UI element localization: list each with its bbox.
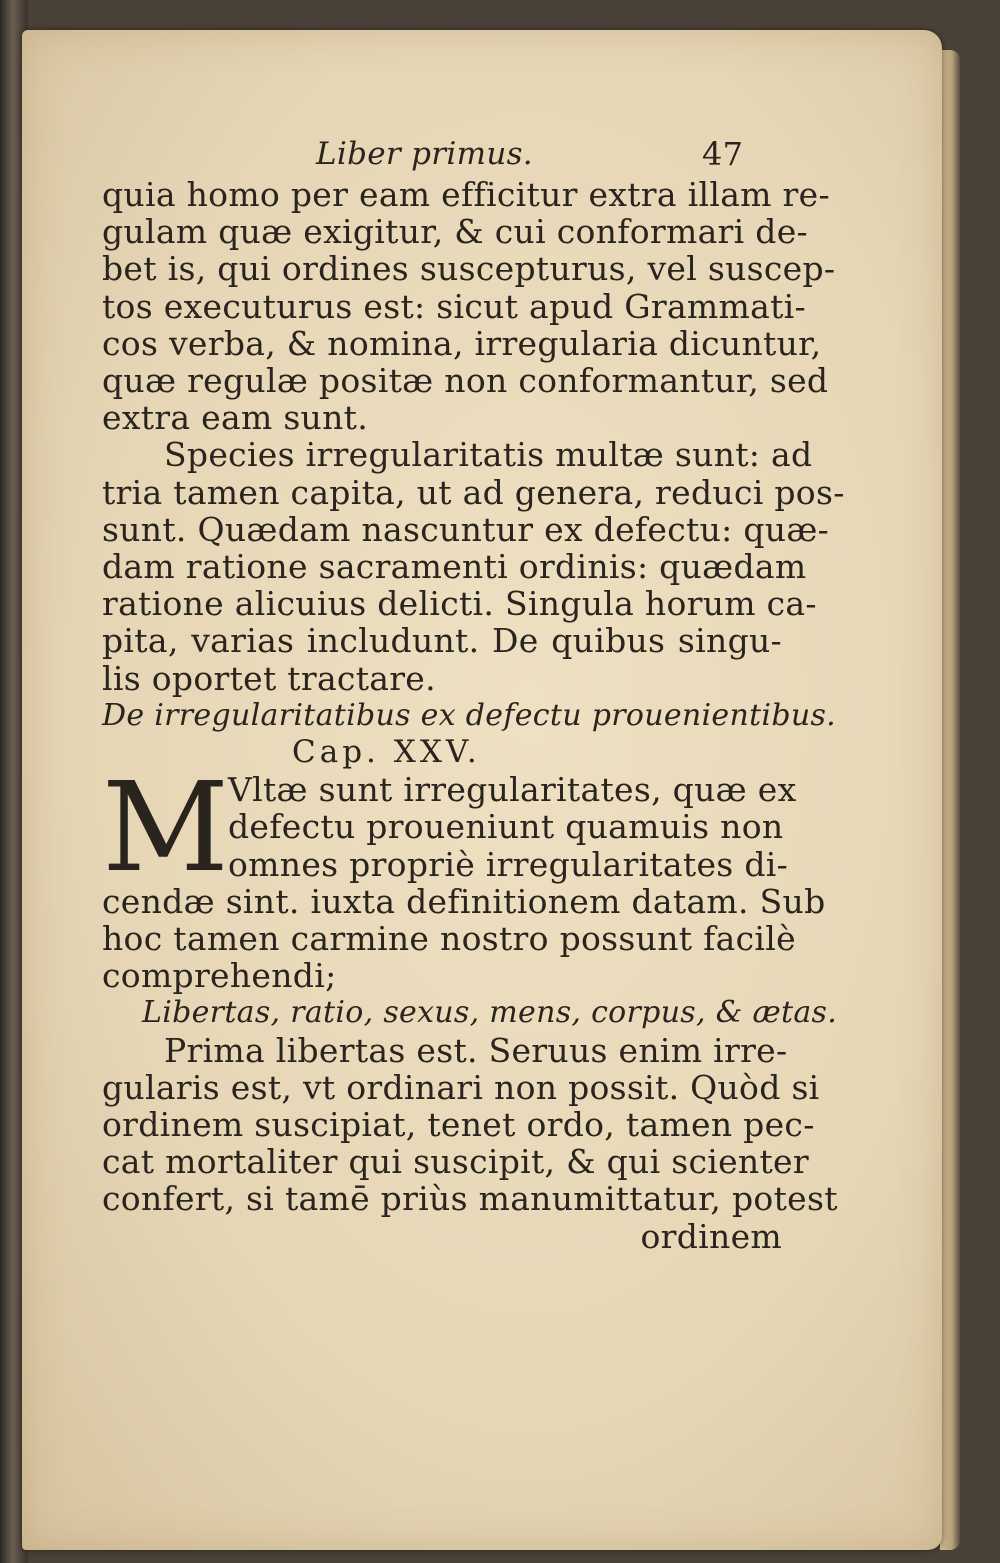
verse-line: Libertas, ratio, sexus, mens, corpus, & ætas. bbox=[142, 995, 838, 1031]
text-line: Vltæ sunt irregularitates, quæ ex bbox=[228, 770, 797, 810]
page-number: 47 bbox=[702, 135, 744, 173]
paragraph-1 bbox=[102, 175, 836, 438]
text-line: tos executurus est: sicut apud Grammati- bbox=[102, 286, 806, 326]
page-text bbox=[102, 130, 845, 1256]
text-line: pita, varias includunt. De quibus singu- bbox=[102, 621, 782, 661]
text-line: lis oportet tractare. bbox=[102, 658, 436, 698]
text-line: bet is, qui ordines suscepturus, vel suscep- bbox=[102, 249, 836, 289]
paragraph-2 bbox=[102, 435, 845, 698]
text-line: defectu proueniunt quamuis non bbox=[228, 807, 784, 847]
text-line: quæ regulæ positæ non conformantur, sed bbox=[102, 361, 829, 401]
text-line: hoc tamen carmine nostro possunt facilè bbox=[102, 919, 796, 959]
drop-cap: M bbox=[102, 756, 230, 901]
text-line: gulam quæ exigitur, & cui conformari de- bbox=[102, 212, 808, 252]
text-line: cendæ sint. iuxta definitionem datam. Sub bbox=[102, 881, 826, 921]
text-line: Prima libertas est. Seruus enim irre- bbox=[164, 1030, 788, 1070]
text-line: comprehendi; bbox=[102, 956, 337, 996]
chapter-number: Cap. XXV. bbox=[292, 734, 481, 771]
text-line: Species irregularitatis multæ sunt: ad bbox=[164, 435, 813, 475]
text-line: sunt. Quædam nascuntur ex defectu: quæ- bbox=[102, 509, 830, 549]
text-line: cat mortaliter qui suscipit, & qui scienter bbox=[102, 1142, 809, 1182]
running-head: Liber primus. bbox=[316, 136, 533, 172]
page-header bbox=[102, 130, 782, 176]
catchword: ordinem bbox=[640, 1216, 782, 1256]
text-line: omnes propriè irregularitates di- bbox=[228, 844, 789, 884]
text-line: ratione alicuius delicti. Singula horum ca- bbox=[102, 584, 817, 624]
text-line: dam ratione sacramenti ordinis: quædam bbox=[102, 547, 807, 587]
paragraph-3 bbox=[102, 756, 826, 996]
text-line: confert, si tamē priùs manumittatur, potest bbox=[102, 1179, 838, 1219]
text-line: gularis est, vt ordinari non possit. Quòd si bbox=[102, 1067, 820, 1107]
paragraph-4 bbox=[102, 1030, 838, 1219]
text-line: ordinem suscipiat, tenet ordo, tamen pec- bbox=[102, 1105, 815, 1145]
text-line: cos verba, & nomina, irregularia dicuntur, bbox=[102, 323, 822, 363]
text-line: extra eam sunt. bbox=[102, 398, 369, 438]
page-edge bbox=[940, 50, 960, 1550]
chapter-title: De irregularitatibus ex defectu prouenientibus. bbox=[102, 697, 836, 733]
text-line: tria tamen capita, ut ad genera, reduci pos- bbox=[102, 472, 845, 512]
text-line: quia homo per eam efficitur extra illam re- bbox=[102, 175, 830, 214]
